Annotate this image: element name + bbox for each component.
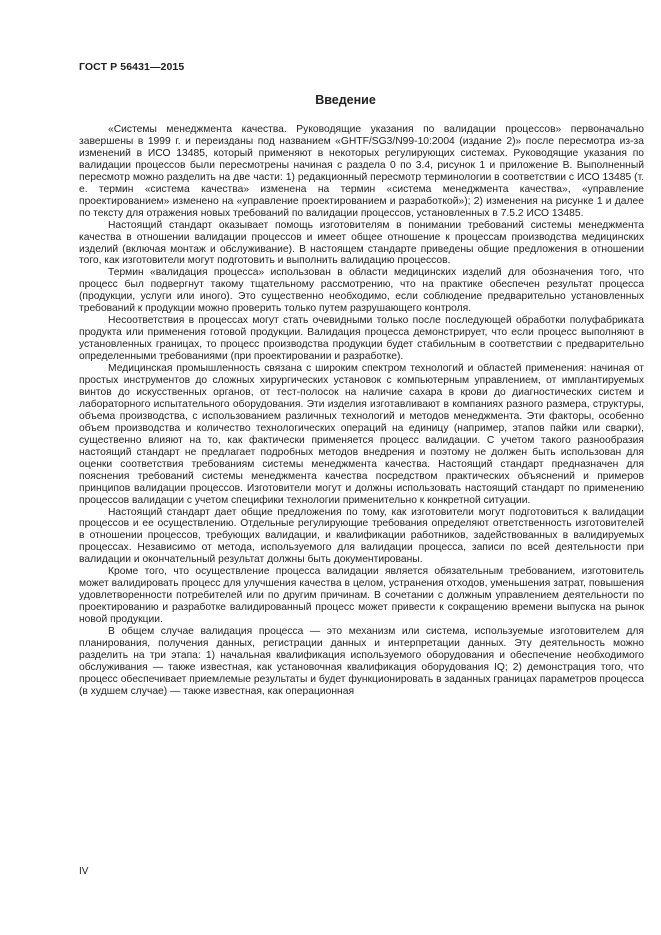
- section-title: Введение: [315, 93, 376, 107]
- paragraph: Настоящий стандарт оказывает помощь изготовителям в понимании требований системы менеджмента качества в отношении валидации процессов и имеет общее отношение к процессам производства медицинских изделий (включая монтаж и обслуживание). В настоящем стандарте приведены общие предложения в отношении того, как изготовители могут подготовить и выполнить валидацию процессов.: [79, 219, 644, 267]
- paragraph: Несоответствия в процессах могут стать очевидными только после последующей обработки полуфабриката продукта или применения готовой продукции. Валидация процесса демонстрирует, что если процесс выполняют в установленных границах, то процесс производства продукции будет стабильным в соответствии с предварительно определенными требованиями (при проектировании и разработке).: [79, 315, 644, 363]
- paragraph: Термин «валидация процесса» использован в области медицинских изделий для обозначения того, что процесс был подвергнут такому тщательному рассмотрению, что на практике обеспечен результат процесса (продукции, услуги или иного). Это существенно необходимо, если соблюдение предварительно установленных требований к продукции можно проверить только путем разрушающего контроля.: [79, 267, 644, 315]
- standard-designation: ГОСТ Р 56431—2015: [79, 61, 185, 73]
- paragraph: «Системы менеджмента качества. Руководящие указания по валидации процессов» первоначально завершены в 1999 г. и переизданы под названием «GHTF/SG3/N99-10:2004 (издание 2)» после пересмотра из-за изменений в ИСО 13485, который применяют в некоторых регулирующих системах. Руководящие указания по валидации процессов были пересмотрены начиная с раздела 0 по 3.4, рисунок 1 и приложение В. Выполненный пересмотр можно разделить на две части: 1) редакционный пересмотр терминологии в соответствии с ИСО 13485 (т. е. термин «система качества» изменена на термин «система менеджмента качества», «управление проектированием» изменено на «управление проектированием и разработкой»); 2) изменения на рисунке 1 и далее по тексту для отражения новых требований по валидации процессов, установленных в 7.5.2 ИСО 13485.: [79, 124, 644, 219]
- paragraph: Кроме того, что осуществление процесса валидации является обязательным требованием, изготовитель может валидировать процесс для улучшения качества в целом, устранения отходов, уменьшения затрат, повышения удовлетворенности потребителей или по другим причинам. В сочетании с должным управлением деятельности по проектированию и разработке валидированный процесс может привести к сокращению времени выпуска на рынок новой продукции.: [79, 566, 644, 626]
- page-number: IV: [79, 866, 89, 877]
- paragraph: В общем случае валидация процесса — это механизм или система, используемые изготовителем для планирования, получения данных, регистрации данных и интерпретации данных. Эту деятельность можно разделить на три этапа: 1) начальная квалификация используемого оборудования и обеспечение необходимого обслуживания — также известная, как установочная квалификация оборудования IQ; 2) демонстрация того, что процесс обеспечивает приемлемые результаты и будет функционировать в заданных границах параметров процесса (в худшем случае) — также известная, как операционная: [79, 626, 644, 697]
- introduction-body: [79, 124, 644, 698]
- paragraph: Медицинская промышленность связана с широким спектром технологий и областей применения: начиная от простых инструментов до сложных хирургических установок с компьютерным управлением, от имплантируемых винтов до искусственных органов, от тест-полосок на наличие сахара в крови до диагностических систем и лабораторного испытательного оборудования. Эти изделия изготавливают в компаниях разного размера, структуры, объема производства, с использованием различных технологий и методов менеджмента. Эти факторы, особенно объем производства и количество технологических операций на единицу (например, этапов пайки или сварки), существенно влияют на то, как фактически применяется процесс валидации. С учетом такого разнообразия настоящий стандарт не предлагает подробных методов внедрения и поэтому не должен быть использован для оценки соответствия требованиям системы менеджмента качества. Настоящий стандарт предназначен для пояснения требований системы менеджмента качества посредством практических объяснений и примеров принципов валидации процессов. Изготовители могут и должны использовать настоящий стандарт по применению процессов валидации с учетом специфики технологии применительно к конкретной ситуации.: [79, 363, 644, 506]
- paragraph: Настоящий стандарт дает общие предложения по тому, как изготовители могут подготовиться к валидации процессов и ее осуществлению. Отдельные регулирующие требования определяют ответственность изготовителей в отношении процессов, требующих валидации, и квалификации работников, задействованных в валидируемых процессах. Независимо от метода, используемого для валидации процесса, записи по всей деятельности при валидации и окончательный результат должны быть документированы.: [79, 506, 644, 566]
